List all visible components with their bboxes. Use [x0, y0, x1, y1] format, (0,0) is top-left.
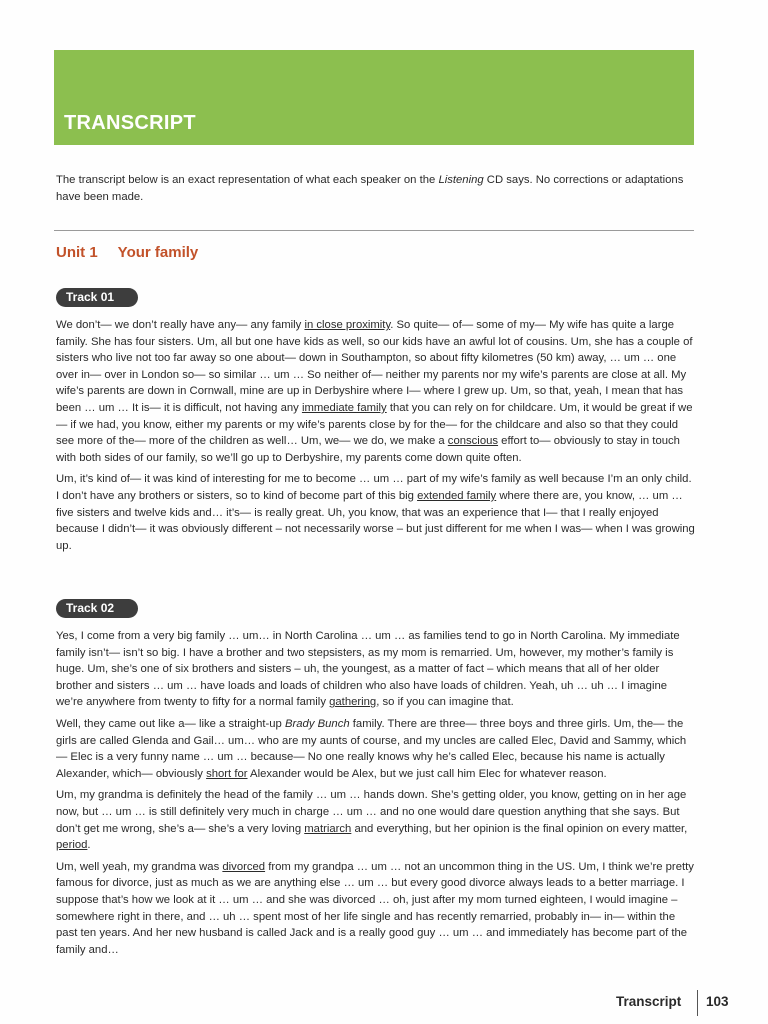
vocab-term: extended family	[417, 489, 497, 502]
text-run: Alexander would be Alex, but we just call him Elec for whatever reason.	[247, 767, 607, 780]
footer-divider	[697, 990, 698, 1016]
track-01-label: Track 01	[56, 288, 138, 307]
transcript-paragraph	[56, 628, 696, 711]
vocab-term: short for	[206, 767, 248, 780]
track-02-body	[56, 628, 696, 963]
intro-text	[56, 172, 686, 206]
text-run: Um, it’s kind of— it was kind of interesting for me to become … um … part of my wife’s family as well because I’m an only child. I don’t have any brothers or sisters, so to kind of become part of this big	[56, 473, 692, 502]
transcript-paragraph	[56, 317, 696, 466]
vocab-term: divorced	[222, 860, 266, 873]
text-run: Um, well yeah, my grandma was	[56, 860, 223, 873]
vocab-term: conscious	[447, 435, 499, 448]
intro-italic: Listening	[438, 174, 484, 186]
text-run: and everything, but her opinion is the final opinion on every matter,	[351, 822, 688, 835]
track-01-body	[56, 317, 696, 559]
page-title: TRANSCRIPT	[64, 112, 196, 134]
transcript-paragraph	[56, 471, 696, 554]
text-run: We don’t— we don’t really have any— any family	[56, 319, 305, 331]
text-run: effort to— obviously to stay in touch with both sides of our family, so we’ll go up to Derbyshire, my parents come down quite often.	[56, 435, 680, 464]
intro-after: CD says. No corrections or adaptations have been made.	[56, 174, 684, 203]
intro-before: The transcript below is an exact representation of what each speaker on the	[56, 174, 439, 186]
text-run: Well, they came out like a— like a straight-up	[56, 717, 285, 730]
vocab-term: immediate family	[301, 401, 387, 414]
text-run: Um, my grandma is definitely the head of the family … um … hands down. She’s getting older, you know, getting on in her age now, but … um … is still definitely very much in charge … um … and no one would dare question anything that she says. But don’t get me wrong, she’s a— she’s a very loving	[56, 789, 687, 835]
italic-text: Brady Bunch	[284, 717, 350, 730]
text-run: from my grandpa … um … not an uncommon thing in the US. Um, I think we’re pretty famous for divorce, just as much as we are anything else … um … but every good divorce always leads to a better marriage. I suppose that’s how we look at it … um … and she was divorced … oh, just after my mom turned eighteen, I would imagine – somewhere right in there, and … uh … spent most of her life single and has recently remarried, probably in— in— within the past ten years. And her new husband is called Jack and is a really good guy … um … and immediately has become part of the family and…	[56, 860, 694, 956]
vocab-term: gathering	[329, 696, 377, 709]
transcript-paragraph	[56, 787, 696, 853]
text-run: . So quite— of— some of my— My wife has quite a large family. She has four sisters. Um, all but one have kids as well, so our kids have an awful lot of cousins. Um, she has a couple of sisters who live not too far away so one about— down in Southampton, so about fifty kilometres (50 km) away, … um … one over in— over in London so— so similar … um … So neither of— neither my parents nor my wife’s parents are close at all. My wife’s parents are down in Cornwall, mine are up in Derbyshire where I— where I grew up. Um, so that, yeah, I mean that has been … um … It is— it is difficult, not having any	[56, 319, 693, 414]
transcript-banner	[54, 50, 694, 145]
track-02-label: Track 02	[56, 599, 138, 618]
page-number: 103	[706, 994, 729, 1009]
text-run: family. There are three— three boys and three girls. Um, the— the girls are called Glenda and Gail… um… who are my aunts of course, and my uncles are called Elec, David and Sammy, which— Elec is a very funny name … um … because— No one really knows why he’s called Elec, because his name is actually Alexander, which— obviously	[56, 717, 687, 780]
transcript-paragraph	[56, 716, 696, 782]
vocab-term: matriarch	[304, 822, 352, 835]
unit-title: Your family	[117, 244, 199, 261]
text-run: that you can rely on for childcare. Um, it would be great if we— if we had, you know, either my parents or my wife’s parents close by for the— for the childcare and also so that they could see more of the— more of the children as well… Um, we— we do, we make a	[56, 401, 693, 448]
transcript-paragraph	[56, 859, 696, 959]
text-run: , so if you can imagine that.	[376, 696, 514, 709]
section-divider	[54, 230, 694, 231]
text-run: where there are, you know, … um … five sisters and twelve kids and… it’s— is really great. Uh, you know, that was an experience that I— that I really enjoyed because I didn’t— it was obviously different – not necessarily worse – but just different for me when I was— when I was growing up.	[56, 489, 695, 552]
text-run: Yes, I come from a very big family … um… in North Carolina … um … as families tend to go in North Carolina. My immediate family isn’t— isn’t so big. I have a brother and two stepsisters, as my mom is remarried. Um, however, my mother’s family is huge. Um, she’s one of six brothers and sisters – uh, the youngest, as a matter of fact – which means that all of her older brother and sisters … um … have loads and loads of children who also have loads of children. Yeah, uh … uh … I imagine we’re anywhere from twenty to fifty for a normal family	[56, 630, 680, 709]
footer-section-label: Transcript	[616, 994, 682, 1009]
unit-heading	[56, 244, 198, 261]
text-run: .	[87, 839, 91, 852]
vocab-term: period	[56, 839, 88, 852]
vocab-term: in close proximity	[304, 319, 391, 331]
unit-number: Unit 1	[56, 244, 98, 261]
